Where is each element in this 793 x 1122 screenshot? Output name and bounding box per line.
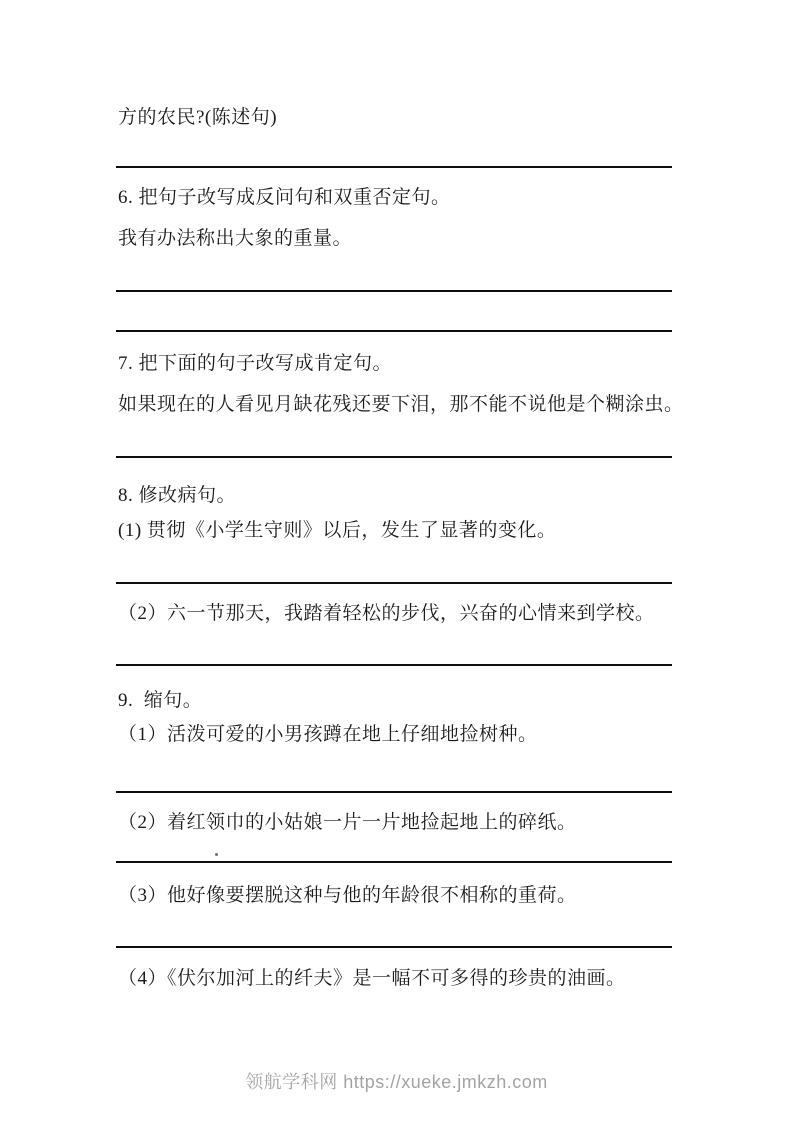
question-8-item-1: (1) 贯彻《小学生守则》以后，发生了显著的变化。	[118, 520, 557, 541]
answer-line	[116, 166, 672, 168]
answer-line	[116, 290, 672, 292]
question-9-item-3: （3）他好像要摆脱这种与他的年龄很不相称的重荷。	[118, 885, 577, 906]
answer-line	[116, 582, 672, 584]
answer-line	[116, 664, 672, 666]
watermark: 领航学科网 https://xueke.jmkzh.com	[245, 1072, 548, 1092]
answer-line	[116, 946, 672, 948]
question-9-item-2: （2）着红领巾的小姑娘一片一片地捡起地上的碎纸。	[118, 812, 577, 833]
question-7-heading: 7. 把下面的句子改写成肯定句。	[118, 353, 393, 374]
answer-line	[116, 861, 672, 863]
stray-ink-dot	[215, 853, 218, 856]
question-9-item-4: （4）《伏尔加河上的纤夫》是一幅不可多得的珍贵的油画。	[118, 968, 626, 989]
answer-line	[116, 456, 672, 458]
question-7-sentence: 如果现在的人看见月缺花残还要下泪，那不能不说他是个糊涂虫。	[118, 394, 684, 415]
question-9-heading: 9. 缩句。	[118, 690, 203, 711]
answer-line	[116, 330, 672, 332]
question-6-heading: 6. 把句子改写成反问句和双重否定句。	[118, 187, 451, 208]
question-8-heading: 8. 修改病句。	[118, 485, 237, 506]
question-6-sentence: 我有办法称出大象的重量。	[118, 228, 353, 249]
question-9-item-1: （1）活泼可爱的小男孩蹲在地上仔细地捡树种。	[118, 724, 538, 745]
question-8-item-2: （2）六一节那天，我踏着轻松的步伐，兴奋的心情来到学校。	[118, 603, 655, 624]
answer-line	[116, 791, 672, 793]
sentence-continuation: 方的农民?(陈述句)	[118, 107, 278, 128]
